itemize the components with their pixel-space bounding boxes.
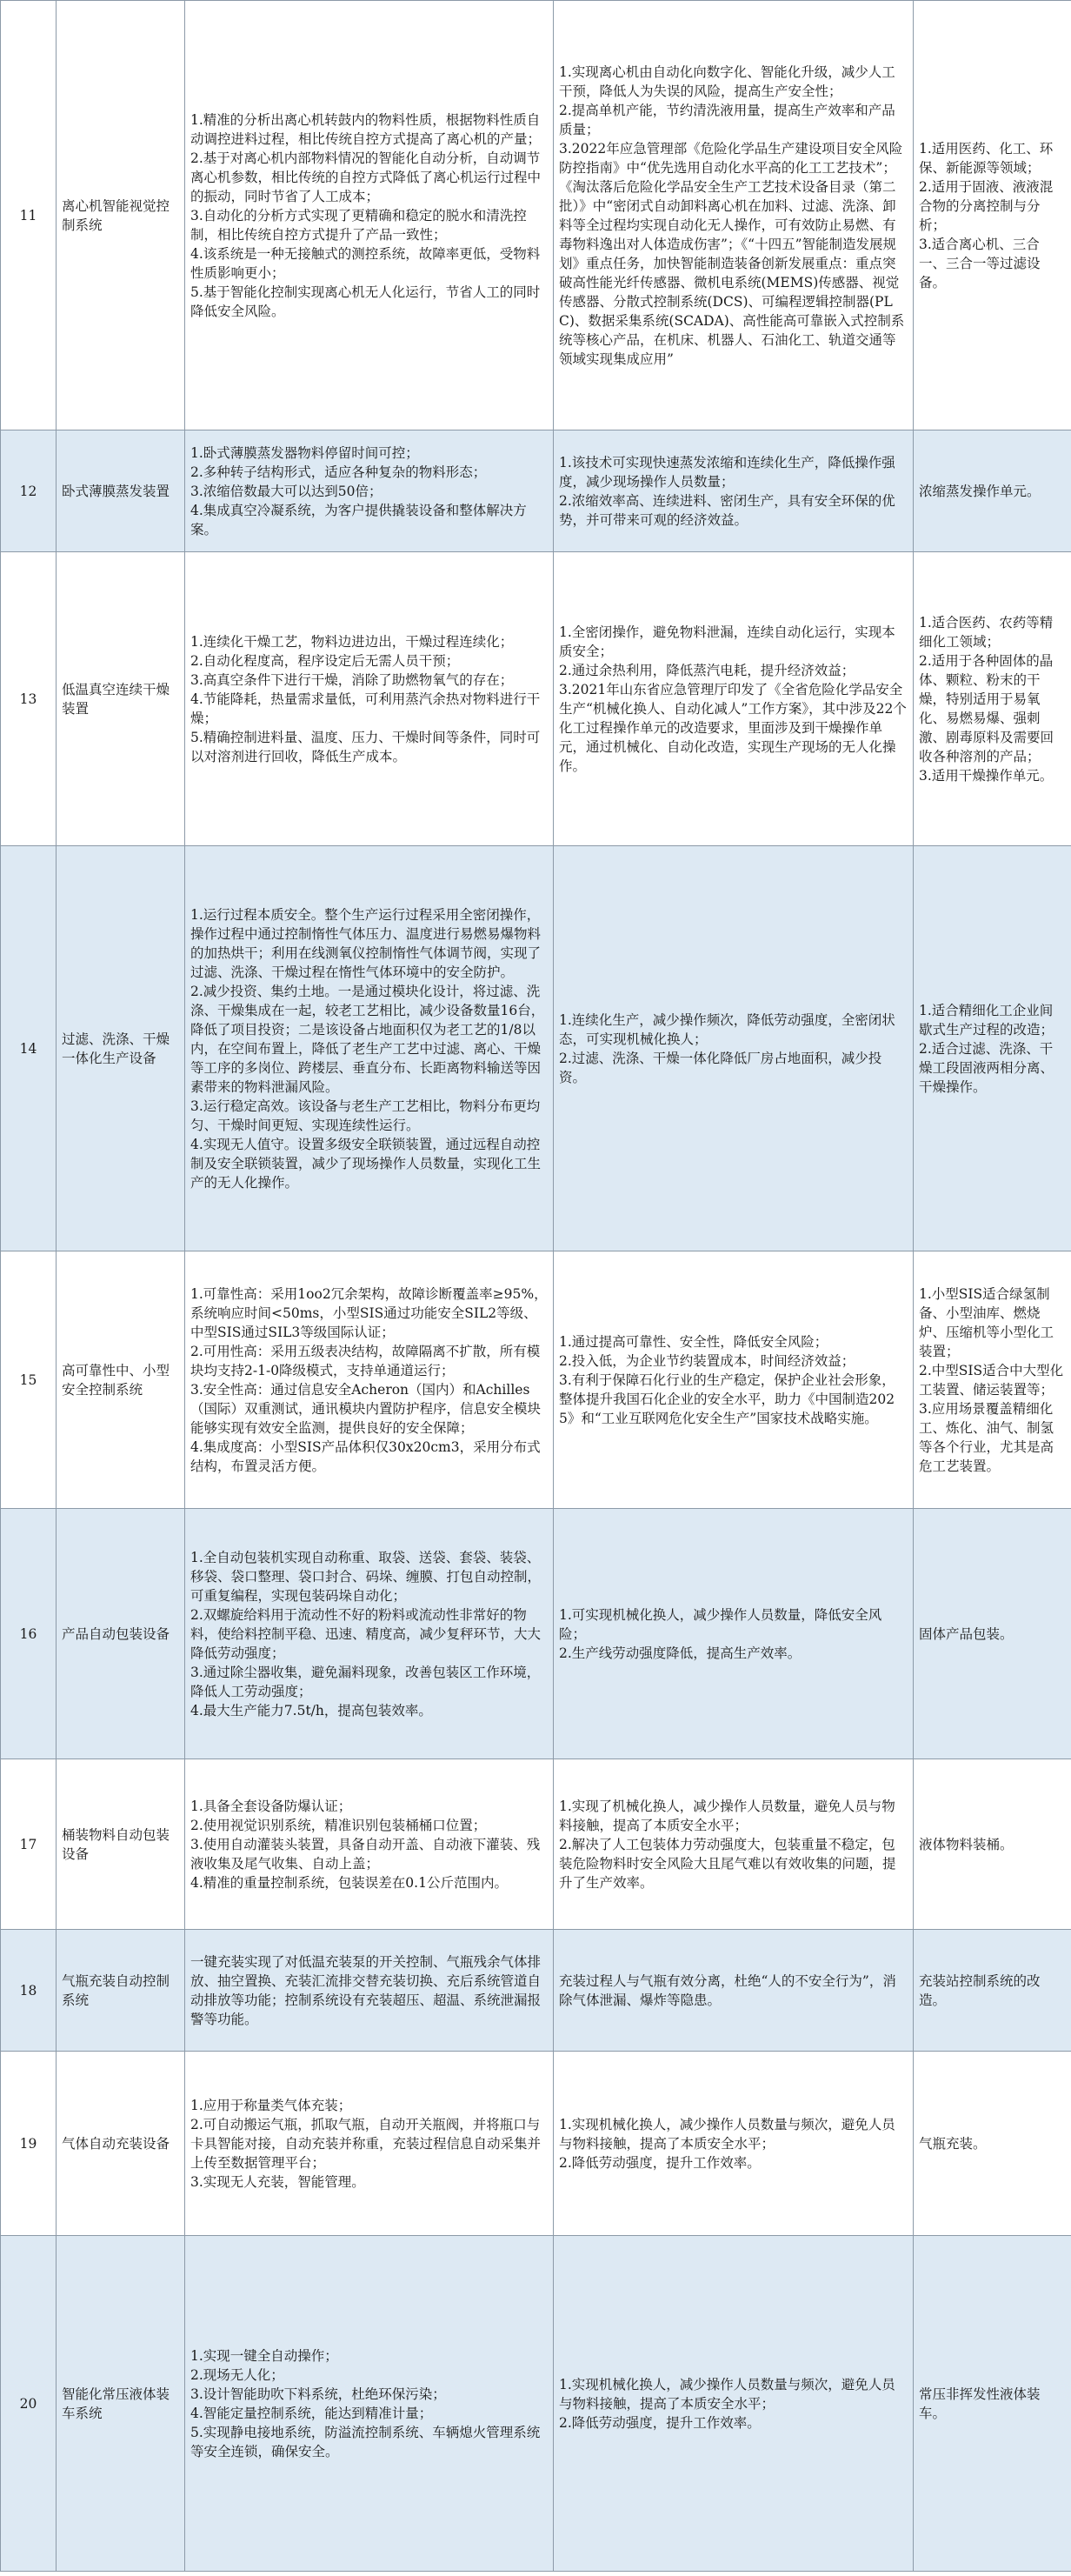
feature-line: 3.设计智能助吹下料系统，杜绝环保污染；	[190, 2386, 446, 2402]
scope-line: 2.适用于固液、液液混合物的分离控制与分析；	[919, 178, 1054, 233]
feature-line: 1.卧式薄膜蒸发器物料停留时间可控；	[190, 444, 419, 461]
feature-line: 3.运行稳定高效。该设备与老生产工艺相比，物料分布更均匀、干燥时间更短、实现连续性运行。	[190, 1098, 541, 1133]
scope-line: 气瓶充装。	[919, 2135, 987, 2152]
feature-line: 3.浓缩倍数最大可以达到50倍；	[190, 483, 382, 499]
effect-line: 2.解决了人工包装体力劳动强度大，包装重量不稳定，包装危险物料时安全风险大且尾气难以有效收集的问题，提升了生产效率。	[559, 1836, 896, 1891]
effect-line: 1.实现机械化换人，减少操作人员数量与频次，避免人员与物料接触，提高了本质安全水平；	[559, 2376, 895, 2412]
scope-cell	[914, 1930, 1071, 2052]
effect-line: 1.实现离心机由自动化向数字化、智能化升级，减少人工干预，降低人为失误的风险，提高生产安全性；	[559, 63, 895, 99]
feature-cell	[185, 552, 554, 846]
row-number: 17	[1, 1759, 57, 1930]
scope-line: 常压非挥发性液体装车。	[919, 2386, 1041, 2421]
table-row	[1, 1509, 1071, 1759]
effect-line: 充装过程人与气瓶有效分离，杜绝“人的不安全行为”，消除气体泄漏、爆炸等隐患。	[559, 1972, 896, 2008]
technology-name: 桶装物料自动包装设备	[57, 1759, 185, 1930]
scope-line: 1.小型SIS适合绿氢制备、小型油库、燃烧炉、压缩机等小型化工装置；	[919, 1285, 1054, 1359]
effect-line: 1.实现了机械化换人，减少操作人员数量，避免人员与物料接触，提高了本质安全水平；	[559, 1798, 895, 1833]
scope-cell	[914, 1759, 1071, 1930]
feature-line: 一键充装实现了对低温充装泵的开关控制、气瓶残余气体排放、抽空置换、充装汇流排交替充装切换、充后系统管道自动排放等功能；控制系统设有充装超压、超温、系统泄漏报警等功能。	[190, 1953, 542, 2027]
row-number: 16	[1, 1509, 57, 1759]
effect-line: 1.实现机械化换人，减少操作人员数量与频次，避免人员与物料接触，提高了本质安全水平；	[559, 2116, 895, 2152]
effect-cell	[554, 1509, 914, 1759]
technology-name: 低温真空连续干燥装置	[57, 552, 185, 846]
feature-line: 4.节能降耗，热量需求量低，可利用蒸汽余热对物料进行干燥；	[190, 691, 541, 726]
effect-line: 1.可实现机械化换人，减少操作人员数量，降低安全风险；	[559, 1606, 882, 1642]
scope-line: 3.适用干燥操作单元。	[919, 767, 1054, 784]
feature-line: 2.可用性高：采用五级表决结构，故障隔离不扩散，所有模块均支持2-1-0降级模式，支持单通道运行；	[190, 1343, 541, 1378]
row-number: 11	[1, 1, 57, 430]
scope-line: 2.适合过滤、洗涤、干燥工段固液两相分离、干燥操作。	[919, 1040, 1054, 1095]
table-row	[1, 430, 1071, 552]
effect-line: 1.该技术可实现快速蒸发浓缩和连续化生产，降低操作强度，减少现场操作人员数量；	[559, 454, 895, 490]
technology-name: 气体自动充装设备	[57, 2052, 185, 2236]
row-number: 15	[1, 1251, 57, 1509]
feature-line: 5.精确控制进料量、温度、压力、干燥时间等条件，同时可以对溶剂进行回收，降低生产成本。	[190, 729, 541, 764]
feature-line: 2.双螺旋给料用于流动性不好的粉料或流动性非常好的物料，使给料控制平稳、迅速、精度高，减少复秤环节，大大降低劳动强度；	[190, 1606, 542, 1661]
effect-line: 2.提高单机产能，节约清洗液用量，提高生产效率和产品质量；	[559, 102, 895, 137]
effect-cell	[554, 846, 914, 1251]
feature-line: 3.自动化的分析方式实现了更精确和稳定的脱水和清洗控制，相比传统自控方式提升了产品一致性；	[190, 207, 527, 243]
scope-line: 1.适用医药、化工、环保、新能源等领域；	[919, 140, 1054, 176]
table-row	[1, 2052, 1071, 2236]
scope-line: 2.中型SIS适合中大型化工装置、储运装置等；	[919, 1362, 1064, 1398]
technology-name: 气瓶充装自动控制系统	[57, 1930, 185, 2052]
table-row	[1, 1930, 1071, 2052]
feature-cell	[185, 1, 554, 430]
feature-line: 1.实现一键全自动操作；	[190, 2347, 338, 2364]
scope-line: 固体产品包装。	[919, 1625, 1014, 1642]
scope-cell	[914, 552, 1071, 846]
effect-cell	[554, 1759, 914, 1930]
effect-line: 1.全密闭操作，避免物料泄漏，连续自动化运行，实现本质安全；	[559, 624, 895, 659]
feature-line: 2.使用视觉识别系统，精准识别包装桶桶口位置；	[190, 1817, 487, 1833]
scope-cell	[914, 1, 1071, 430]
table-row	[1, 552, 1071, 846]
scope-line: 充装站控制系统的改造。	[919, 1972, 1041, 2008]
feature-line: 1.可靠性高：采用1oo2冗余架构，故障诊断覆盖率≥95%，系统响应时间<50ms，小型SIS通过功能安全SIL2等级、中型SIS通过SIL3等级国际认证；	[190, 1285, 548, 1340]
feature-line: 2.现场无人化；	[190, 2366, 284, 2383]
feature-cell	[185, 1930, 554, 2052]
effect-line: 2.生产线劳动强度降低，提高生产效率。	[559, 1645, 802, 1661]
technology-name: 卧式薄膜蒸发装置	[57, 430, 185, 552]
scope-line: 1.适合医药、农药等精细化工领域；	[919, 614, 1054, 650]
scope-line: 3.适合离心机、三合一、三合一等过滤设备。	[919, 236, 1041, 290]
effect-line: 2.过滤、洗涤、干燥一体化降低厂房占地面积，减少投资。	[559, 1050, 882, 1085]
feature-line: 3.安全性高：通过信息安全Acheron（国内）和Achilles（国际）双重测试，通讯模块内置防护程序，信息安全模块能够实现有效安全监测，提供良好的安全保障；	[190, 1381, 542, 1436]
table-row	[1, 1251, 1071, 1509]
effect-cell	[554, 1251, 914, 1509]
feature-line: 2.可自动搬运气瓶，抓取气瓶，自动开关瓶阀，并将瓶口与卡具智能对接，自动充装并称重，充装过程信息自动采集并上传至数据管理平台；	[190, 2116, 542, 2171]
table-row	[1, 1, 1071, 430]
effect-line: 2.降低劳动强度，提升工作效率。	[559, 2154, 761, 2171]
effect-cell	[554, 552, 914, 846]
technology-name: 智能化常压液体装车系统	[57, 2236, 185, 2572]
scope-line: 2.适用于各种固体的晶体、颗粒、粉末的干燥，特别适用于易氧化、易燃易爆、强刺激、剧毒原料及需要回收各种溶剂的产品；	[919, 652, 1054, 764]
effect-line: 1.通过提高可靠性、安全性，降低安全风险；	[559, 1333, 828, 1350]
scope-cell	[914, 2052, 1071, 2236]
row-number: 12	[1, 430, 57, 552]
technology-name: 过滤、洗涤、干燥一体化生产设备	[57, 846, 185, 1251]
row-number: 20	[1, 2236, 57, 2572]
table-row	[1, 2236, 1071, 2572]
feature-line: 4.实现无人值守。设置多级安全联锁装置，通过远程自动控制及安全联锁装置，减少了现场操作人员数量，实现化工生产的无人化操作。	[190, 1136, 542, 1191]
effect-cell	[554, 2236, 914, 2572]
table-row	[1, 846, 1071, 1251]
feature-line: 2.多种转子结构形式，适应各种复杂的物料形态；	[190, 464, 487, 480]
feature-cell	[185, 2236, 554, 2572]
feature-line: 3.使用自动灌装头装置，具备自动开盖、自动液下灌装、残液收集及尾气收集、自动上盖；	[190, 1836, 541, 1872]
feature-cell	[185, 1509, 554, 1759]
effect-line: 3.有利于保障石化行业的生产稳定，保护企业社会形象，整体提升我国石化企业的安全水平，助力《中国制造2025》和“工业互联网危化安全生产”国家技术战略实施。	[559, 1371, 895, 1426]
feature-line: 4.集成真空冷凝系统，为客户提供撬装设备和整体解决方案。	[190, 502, 527, 537]
effect-line: 2.投入低，为企业节约装置成本，时间经济效益；	[559, 1352, 855, 1369]
feature-line: 2.自动化程度高，程序设定后无需人员干预；	[190, 652, 460, 669]
row-number: 14	[1, 846, 57, 1251]
feature-line: 5.基于智能化控制实现离心机无人化运行，节省人工的同时降低安全风险。	[190, 284, 541, 319]
table-row	[1, 1759, 1071, 1930]
feature-line: 4.精准的重量控制系统，包装误差在0.1公斤范围内。	[190, 1874, 508, 1891]
effect-cell	[554, 1930, 914, 2052]
feature-line: 1.全自动包装机实现自动称重、取袋、送袋、套袋、装袋、移袋、袋口整理、袋口封合、码垛、缠膜、打包自动控制，可重复编程，实现包装码垛自动化；	[190, 1549, 542, 1604]
scope-cell	[914, 1251, 1071, 1509]
scope-line: 液体物料装桶。	[919, 1836, 1014, 1852]
feature-line: 3.通过除尘器收集，避免漏料现象，改善包装区工作环境，降低人工劳动强度；	[190, 1664, 541, 1699]
effect-line: 2.通过余热利用，降低蒸汽电耗，提升经济效益；	[559, 662, 855, 678]
feature-line: 4.最大生产能力7.5t/h，提高包装效率。	[190, 1702, 432, 1718]
scope-cell	[914, 2236, 1071, 2572]
effect-cell	[554, 430, 914, 552]
effect-line: 1.连续化生产，减少操作频次，降低劳动强度，全密闭状态，可实现机械化换人；	[559, 1011, 895, 1047]
feature-line: 3.实现无人充装，智能管理。	[190, 2173, 365, 2190]
feature-line: 1.运行过程本质安全。整个生产运行过程采用全密闭操作，操作过程中通过控制惰性气体压力、温度进行易燃易爆物料的加热烘干；利用在线测氧仪控制惰性气体调节阀，实现了过滤、洗涤、干燥过程在惰性气体环境中的安全防护。	[190, 906, 542, 980]
feature-line: 2.减少投资、集约土地。一是通过模块化设计，将过滤、洗涤、干燥集成在一起，较老工艺相比，减少设备数量16台，降低了项目投资；二是该设备占地面积仅为老工艺的1/8以内，在空间布置上，降低了老生产工艺中过滤、离心、干燥等工序的多岗位、跨楼层、垂直分布、长距离物料输送等因素带来的物料泄漏风险。	[190, 983, 545, 1095]
technology-name: 产品自动包装设备	[57, 1509, 185, 1759]
effect-line: 2.浓缩效率高、连续进料、密闭生产，具有安全环保的优势，并可带来可观的经济效益。	[559, 492, 895, 528]
technology-name: 离心机智能视觉控制系统	[57, 1, 185, 430]
effect-line: 3.2021年山东省应急管理厅印发了《全省危险化学品安全生产“机械化换人、自动化减人”工作方案》，其中涉及22个化工过程操作单元的改造要求，里面涉及到干燥操作单元，通过机械化、自动化改造，实现生产现场的无人化操作。	[559, 681, 907, 774]
feature-cell	[185, 430, 554, 552]
feature-cell	[185, 1251, 554, 1509]
row-number: 13	[1, 552, 57, 846]
scope-line: 3.应用场景覆盖精细化工、炼化、油气、制氢等各个行业，尤其是高危工艺装置。	[919, 1400, 1054, 1474]
feature-line: 4.智能定量控制系统，能达到精准计量；	[190, 2405, 433, 2421]
feature-line: 4.集成度高：小型SIS产品体积仅30x20cm3，采用分布式结构，布置灵活方便。	[190, 1438, 541, 1474]
scope-line: 1.适合精细化工企业间歇式生产过程的改造；	[919, 1002, 1054, 1038]
effect-cell	[554, 2052, 914, 2236]
scope-cell	[914, 846, 1071, 1251]
feature-line: 4.该系统是一种无接触式的测控系统，故障率更低，受物料性质影响更小；	[190, 245, 541, 281]
feature-line: 3.高真空条件下进行干燥，消除了助燃物氧气的存在；	[190, 671, 514, 688]
scope-cell	[914, 430, 1071, 552]
feature-line: 2.基于对离心机内部物料情况的智能化自动分析，自动调节离心机参数，相比传统的自控方式降低了离心机运行过程中的振动，同时节省了人工成本；	[190, 150, 542, 204]
feature-line: 1.精准的分析出离心机转鼓内的物料性质，根据物料性质自动调控进料过程，相比传统自控方式提高了离心机的产量；	[190, 111, 542, 147]
feature-line: 1.连续化干燥工艺，物料边进边出，干燥过程连续化；	[190, 633, 514, 650]
feature-cell	[185, 2052, 554, 2236]
feature-line: 1.具备全套设备防爆认证；	[190, 1798, 352, 1814]
effect-line: 2.降低劳动强度，提升工作效率。	[559, 2414, 761, 2431]
feature-cell	[185, 1759, 554, 1930]
effect-line: 3.2022年应急管理部《危险化学品生产建设项目安全风险防控指南》中“优先选用自动化水平高的化工工艺技术”；《淘汰落后危险化学品安全生产工艺技术设备目录（第二批）》中“密闭式自动卸料离心机在加料、过滤、洗涤、卸料等全过程均实现自动化无人操作，可有效防止易燃、有毒物料逸出对人体造成伤害”；《“十四五”智能制造发展规划》重点任务，加快智能制造装备创新发展重点：重点突破高性能光纤传感器、微机电系统(MEMS)传感器、视觉传感器、分散式控制系统(DCS)、可编程逻辑控制器(PLC)、数据采集系统(SCADA)、高性能高可靠嵌入式控制系统等核心产品，在机床、机器人、石油化工、轨道交通等领域实现集成应用”	[559, 140, 905, 367]
feature-cell	[185, 846, 554, 1251]
row-number: 19	[1, 2052, 57, 2236]
scope-line: 浓缩蒸发操作单元。	[919, 483, 1041, 499]
scope-cell	[914, 1509, 1071, 1759]
feature-line: 1.应用于称量类气体充装；	[190, 2097, 352, 2113]
feature-line: 5.实现静电接地系统，防溢流控制系统、车辆熄火管理系统等安全连锁，确保安全。	[190, 2424, 541, 2459]
technology-name: 高可靠性中、小型安全控制系统	[57, 1251, 185, 1509]
row-number: 18	[1, 1930, 57, 2052]
effect-cell	[554, 1, 914, 430]
